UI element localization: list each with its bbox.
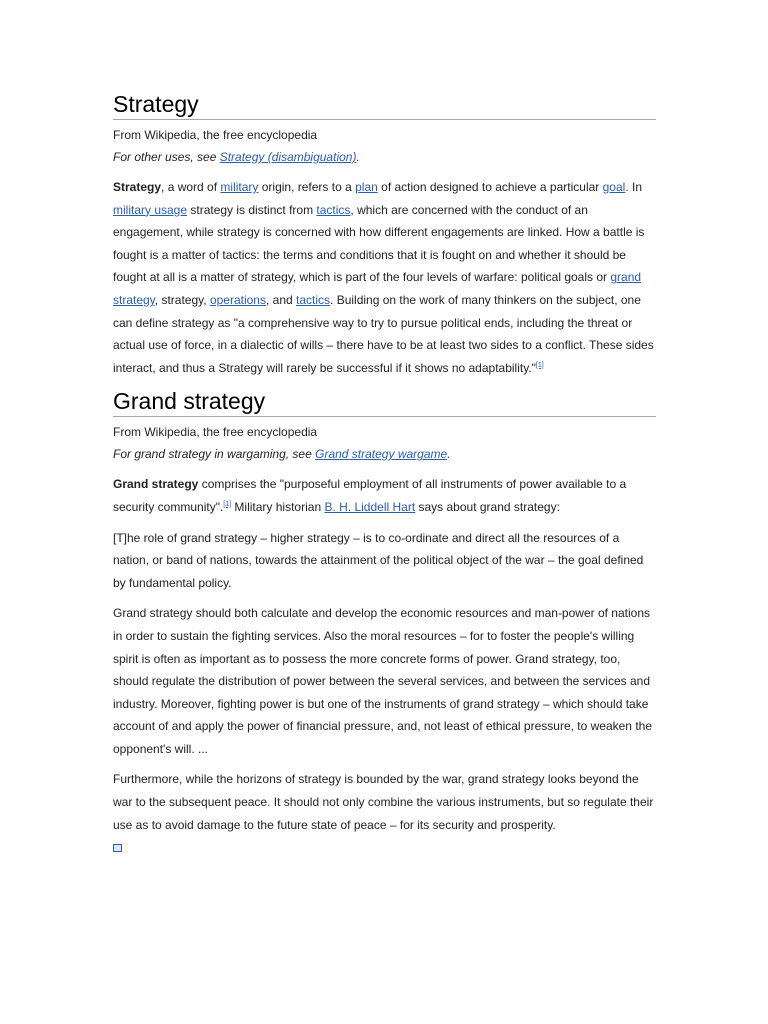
grand-strategy-paragraph (113, 473, 656, 518)
link-tactics-2[interactable]: tactics (296, 292, 331, 307)
text: of action designed to achieve a particular (377, 180, 603, 194)
link-grand-strategy[interactable]: grand strategy (113, 270, 642, 307)
link-tactics[interactable]: tactics (316, 202, 351, 217)
link-liddell-hart[interactable]: B. H. Liddell Hart (324, 499, 416, 514)
page-title-grand-strategy: Grand strategy (113, 387, 656, 417)
site-tagline: From Wikipedia, the free encyclopedia (113, 425, 318, 440)
grand-strategy-wargame-link[interactable]: Grand strategy wargame (315, 447, 448, 462)
term-grand-strategy: Grand strategy (113, 477, 199, 492)
text: . In (625, 180, 642, 194)
hatnote-text: For other uses, see (113, 150, 220, 164)
link-plan[interactable]: plan (355, 180, 378, 194)
hatnote-period: . (447, 447, 451, 462)
link-military-usage[interactable]: military usage (113, 202, 188, 217)
text: . Building on the work of many thinkers on the subject, one can define strategy as "a comprehensive way to try to pursue political ends, including the threat or actual use of force, in a dialectic of wills – there have to be at least two sides to a conflict. These sides interact, and thus a Strategy will rarely be successful if it shows no adaptability." (113, 292, 654, 375)
hatnote-period: . (356, 150, 360, 164)
text: , and (265, 292, 297, 307)
broken-image-icon (113, 844, 122, 852)
text: , which are concerned with the conduct of an engagement, while strategy is concerned with how different engagements are linked. How a battle is fought is a matter of tactics: the terms and conditions that it is fought on and whether it should be fought at all is a matter of strategy, which is part of the four levels of warfare: political goals or (113, 202, 645, 285)
quote-paragraph-3 (113, 768, 656, 858)
hatnote-text: For grand strategy in wargaming, see (113, 447, 316, 462)
quote-paragraph-2: Grand strategy should both calculate and develop the economic resources and man-power of nations in order to sustain the fighting services. Also the moral resources – for to foster the people's willing spirit is often as important as to possess the more concrete forms of power. Grand strategy, too, should regulate the distribution of power between the several services, and between the services and industry. Moreover, fighting power is but one of the instruments of grand strategy – which should take account of and apply the power of financial pressure, and, not least of ethical pressure, to weaken the opponent's will. ... (113, 606, 652, 756)
text: origin, refers to a (258, 180, 356, 194)
disambiguation-link[interactable]: Strategy (disambiguation) (219, 150, 357, 164)
site-tagline: From Wikipedia, the free encyclopedia (113, 128, 318, 142)
text: Furthermore, while the horizons of strategy is bounded by the war, grand strategy looks beyond the war to the subsequent peace. It should not only combine the various instruments, but so regulate their use as to avoid damage to the future state of peace – for its security and prosperity. (113, 772, 654, 832)
quote-paragraph-1: [T]he role of grand strategy – higher strategy – is to co-ordinate and direct all the resources of a nation, or band of nations, towards the attainment of the political object of the war – the goal defined by fundamental policy. (113, 530, 644, 590)
text: strategy is distinct from (187, 202, 317, 217)
page-title-strategy: Strategy (113, 90, 656, 120)
link-operations[interactable]: operations (209, 292, 266, 307)
link-military[interactable]: military (220, 180, 259, 194)
text: , a word of (161, 180, 221, 194)
term-strategy: Strategy (113, 180, 162, 194)
text: comprises the "purposeful employment of all instruments of power available to a security community". (113, 477, 627, 514)
hatnote (113, 149, 656, 165)
reference-link[interactable]: [1] (535, 361, 544, 369)
text: Military historian (231, 499, 325, 514)
strategy-paragraph (113, 176, 656, 379)
text: says about grand strategy: (415, 499, 560, 514)
content (113, 90, 656, 859)
link-goal[interactable]: goal (602, 180, 626, 194)
hatnote (113, 446, 656, 462)
reference-link[interactable]: [1] (223, 500, 232, 508)
text: , strategy, (154, 292, 210, 307)
